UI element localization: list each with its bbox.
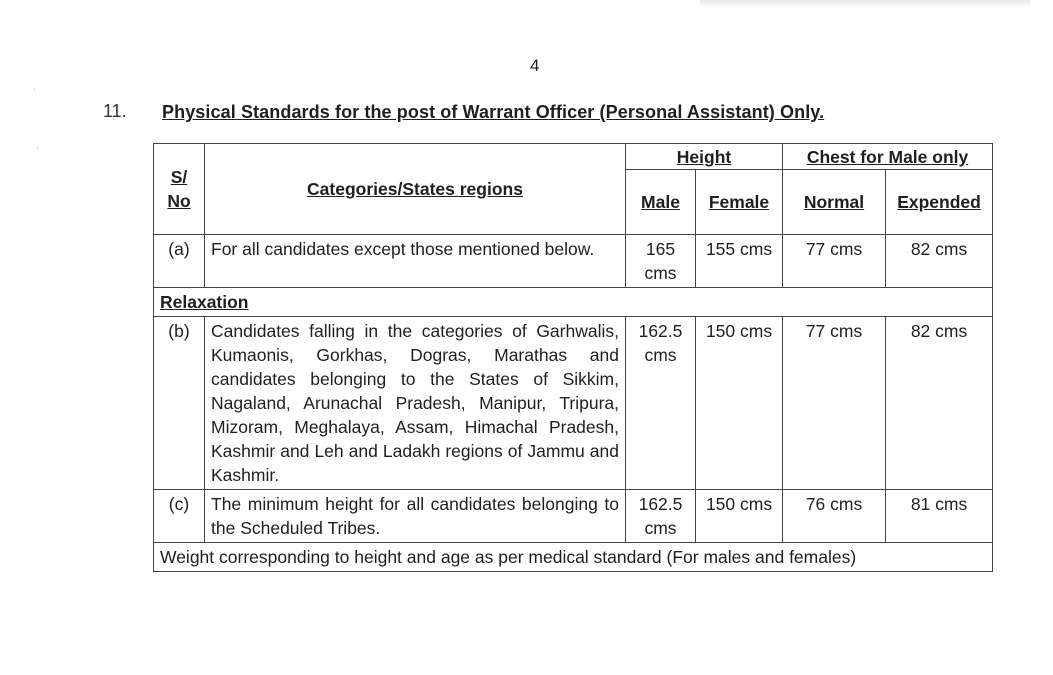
scan-edge-smudge — [700, 0, 1030, 8]
row-a-male: 165 cms — [626, 235, 696, 288]
row-c-male: 162.5 cms — [626, 490, 696, 543]
header-row-group — [154, 144, 993, 170]
row-b-expended: 82 cms — [886, 317, 993, 490]
margin-speck: · — [36, 142, 39, 152]
header-expended — [886, 170, 993, 235]
header-male-label: Male — [641, 192, 680, 212]
row-c-category: The minimum height for all candidates belonging to the Scheduled Tribes. — [205, 490, 626, 543]
row-c-expended: 81 cms — [886, 490, 993, 543]
row-a-expended: 82 cms — [886, 235, 993, 288]
relaxation-label: Relaxation — [160, 292, 249, 312]
row-b-sno: (b) — [154, 317, 205, 490]
physical-standards-table — [153, 143, 993, 572]
section-number: 11. — [103, 101, 127, 121]
header-male — [626, 170, 696, 235]
row-c-sno: (c) — [154, 490, 205, 543]
header-sno — [154, 144, 205, 235]
table-row — [154, 490, 993, 543]
row-a-female: 155 cms — [696, 235, 783, 288]
section-title: Physical Standards for the post of Warrant Officer (Personal Assistant) Only. — [162, 102, 825, 122]
row-b-normal: 77 cms — [783, 317, 886, 490]
margin-speck: · — [33, 84, 36, 94]
row-b-male: 162.5 cms — [626, 317, 696, 490]
row-a-category: For all candidates except those mentioned below. — [205, 235, 626, 288]
table-row — [154, 235, 993, 288]
header-sno-label: S/ No — [167, 167, 191, 211]
header-chest-label: Chest for Male only — [806, 147, 969, 167]
relaxation-cell — [154, 288, 993, 317]
header-normal — [783, 170, 886, 235]
row-a-sno: (a) — [154, 235, 205, 288]
header-categories-label: Categories/States regions — [307, 179, 523, 199]
relaxation-row — [154, 288, 993, 317]
table-row — [154, 317, 993, 490]
header-height-label: Height — [676, 147, 732, 167]
header-normal-label: Normal — [803, 192, 865, 212]
row-b-category: Candidates falling in the categories of Garhwalis, Kumaonis, Gorkhas, Dogras, Marathas and candidates belonging to the States of Sikkim, Nagaland, Arunachal Pradesh, Manipur, Tripura, Mizoram, Meghalaya, Assam, Himachal Pradesh, Kashmir and Leh and Ladakh regions of Jammu and Kashmir. — [205, 317, 626, 490]
row-b-female: 150 cms — [696, 317, 783, 490]
header-chest-group — [783, 144, 993, 170]
weight-note-row — [154, 543, 993, 572]
header-categories — [205, 144, 626, 235]
row-c-female: 150 cms — [696, 490, 783, 543]
page-number: 4 — [530, 56, 540, 75]
header-female — [696, 170, 783, 235]
header-expended-label: Expended — [897, 192, 981, 212]
weight-note: Weight corresponding to height and age as per medical standard (For males and females) — [154, 543, 993, 572]
row-a-normal: 77 cms — [783, 235, 886, 288]
header-female-label: Female — [708, 192, 770, 212]
row-c-normal: 76 cms — [783, 490, 886, 543]
header-height-group — [626, 144, 783, 170]
